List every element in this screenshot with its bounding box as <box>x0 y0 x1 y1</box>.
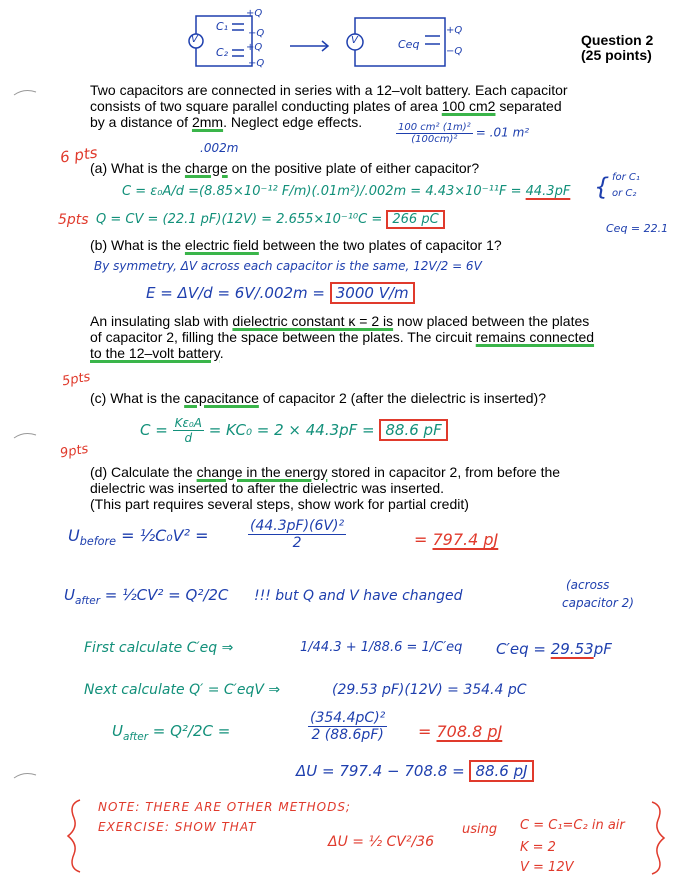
next-calc: Next calculate Q′ = C′eqV ⇒ <box>84 682 281 698</box>
question-title: Question 2 <box>581 32 654 48</box>
u-after2-answer: = 708.8 pJ <box>418 722 503 741</box>
slab-line-3: to the 12–volt battery. <box>90 345 224 361</box>
ceq-plus-q: +Q <box>446 25 463 36</box>
c2-minus-q: −Q <box>248 58 265 69</box>
area-conversion: $\frac{\text{100 cm² (1m)²}}{\text{(100cm)²}}$ = .01 m² <box>398 122 530 145</box>
charge-highlight: charge <box>184 160 228 176</box>
answer-b-box: 3000 V/m <box>330 282 415 304</box>
for-c1: for C₁ <box>612 172 640 183</box>
intro-line-3: by a distance of 2mm. Neglect edge effects. <box>90 114 363 130</box>
brace-icon: { <box>594 173 610 201</box>
question-points: (25 points) <box>581 47 652 63</box>
note-cond-3: V = 12V <box>520 860 574 875</box>
question-d-line1: (d) Calculate the change in the energy stored in capacitor 2, from before the <box>90 464 561 480</box>
answer-a-box: 266 pC <box>386 210 444 229</box>
question-b: (b) What is the electric field between the two plates of capacitor 1? <box>90 237 502 253</box>
connected-highlight: remains connected <box>475 329 595 345</box>
points-a2: 5pts <box>58 212 89 228</box>
ceq-side-note: Ceq = 22.1 <box>606 222 669 235</box>
note-cond-2: K = 2 <box>520 840 556 855</box>
points-d: 9pts <box>58 441 90 462</box>
u-after-paren-1: (across <box>566 578 610 592</box>
points-a: 6 pts <box>58 143 99 167</box>
question-d-line3: (This part requires several steps, show work for partial credit) <box>90 496 469 512</box>
points-c: 5pts <box>60 369 92 390</box>
c1-plus-q: +Q <box>246 8 263 19</box>
delta-u: ΔU = 797.4 − 708.8 = 88.6 pJ <box>296 762 534 780</box>
u-after2-frac: $\frac{\text{(354.4pC)²}}{2 (88.6pF)}$ <box>310 710 386 743</box>
u-before-eq: $U_{before}$ = ½C₀V² = <box>68 526 209 549</box>
battery-highlight: to the 12–volt battery <box>90 345 220 361</box>
c2-plus-q: +Q <box>246 42 263 53</box>
dielectric-highlight: dielectric constant κ = 2 is <box>232 313 394 329</box>
battery-label-left: V <box>191 34 198 45</box>
c2-label: C₂ <box>216 46 229 59</box>
answer-a-line1: C = ε₀A/d =(8.85×10⁻¹² F/m)(.01m²)/.002m = 4.43×10⁻¹¹F = 44.3pF <box>122 184 571 199</box>
answer-b-line1: By symmetry, ΔV across each capacitor is the same, 12V/2 = 6V <box>94 259 482 273</box>
slab-line-1: An insulating slab with dielectric constant κ = 2 is now placed between the plates <box>90 313 590 329</box>
u-after-note: !!! but Q and V have changed <box>254 588 463 604</box>
c1-minus-q: −Q <box>248 28 265 39</box>
u-after2-eq: $U_{after} = Q^2/2C$ = <box>112 722 231 743</box>
first-calc: First calculate C′eq ⇒ <box>84 640 234 656</box>
note-cond-1: C = C₁=C₂ in air <box>520 818 625 833</box>
margin-marks <box>0 0 40 887</box>
ceq-label: Ceq <box>398 38 420 51</box>
capacitance-highlight: capacitance <box>184 390 259 406</box>
or-c2: or C₂ <box>612 188 637 199</box>
efield-highlight: electric field <box>184 237 259 253</box>
answer-a-c: 44.3pF <box>525 184 571 199</box>
note-line-2: EXERCISE: SHOW THAT <box>98 820 257 834</box>
delta-u-box: 88.6 pJ <box>469 760 533 782</box>
intro-line-2: consists of two square parallel conducting plates of area 100 cm2 separated <box>90 98 562 114</box>
question-a: (a) What is the charge on the positive plate of either capacitor? <box>90 160 480 176</box>
note-brace-left <box>62 796 86 876</box>
u-after-paren-2: capacitor 2) <box>562 596 634 610</box>
answer-c-box: 88.6 pF <box>379 419 447 441</box>
next-calc-eq: (29.53 pF)(12V) = 354.4 pC <box>332 682 527 698</box>
note-using: using <box>462 822 498 837</box>
ceq-prime: C′eq = 29.53pF <box>496 640 612 658</box>
note-brace-right <box>646 798 670 878</box>
distance-value: .002m <box>200 141 239 155</box>
c1-label: C₁ <box>216 20 229 33</box>
energy-highlight: change in the energy <box>196 464 328 480</box>
u-before-frac: $\frac{\text{(44.3pF)(6V)²}}{2}$ <box>250 518 345 551</box>
note-delta-u: ΔU = ½ CV²/36 <box>328 834 434 850</box>
u-after-eq: $U_{after}$ = ½CV² = Q²/2C <box>64 586 229 607</box>
answer-c: C = $\frac{\text{Kε₀A}}{d}$ = KC₀ = 2 × 44.3pF = 88.6 pF <box>140 416 448 445</box>
distance-highlight: 2mm <box>191 114 224 130</box>
question-c: (c) What is the capacitance of capacitor 2 (after the dielectric is inserted)? <box>90 390 546 406</box>
question-d-line2: dielectric was inserted to after the dielectric was inserted. <box>90 480 445 496</box>
u-before-answer: = 797.4 pJ <box>414 530 499 549</box>
note-line-1: NOTE: THERE ARE OTHER METHODS; <box>98 800 351 814</box>
answer-b-line2: E = ΔV/d = 6V/.002m = 3000 V/m <box>146 284 415 302</box>
intro-line-1: Two capacitors are connected in series with a 12–volt battery. Each capacitor <box>90 82 568 98</box>
answer-a-line2: Q = CV = (22.1 pF)(12V) = 2.655×10⁻¹⁰C = 266 pC <box>96 212 445 227</box>
battery-label-right: V <box>351 35 358 46</box>
circuit-diagram <box>180 6 480 78</box>
area-highlight: 100 cm2 <box>441 98 496 114</box>
slab-line-2: of capacitor 2, filling the space between the plates. The circuit remains connected <box>90 329 595 345</box>
ceq-minus-q: −Q <box>446 46 463 57</box>
first-calc-frac: 1/44.3 + 1/88.6 = 1/C′eq <box>300 640 463 655</box>
